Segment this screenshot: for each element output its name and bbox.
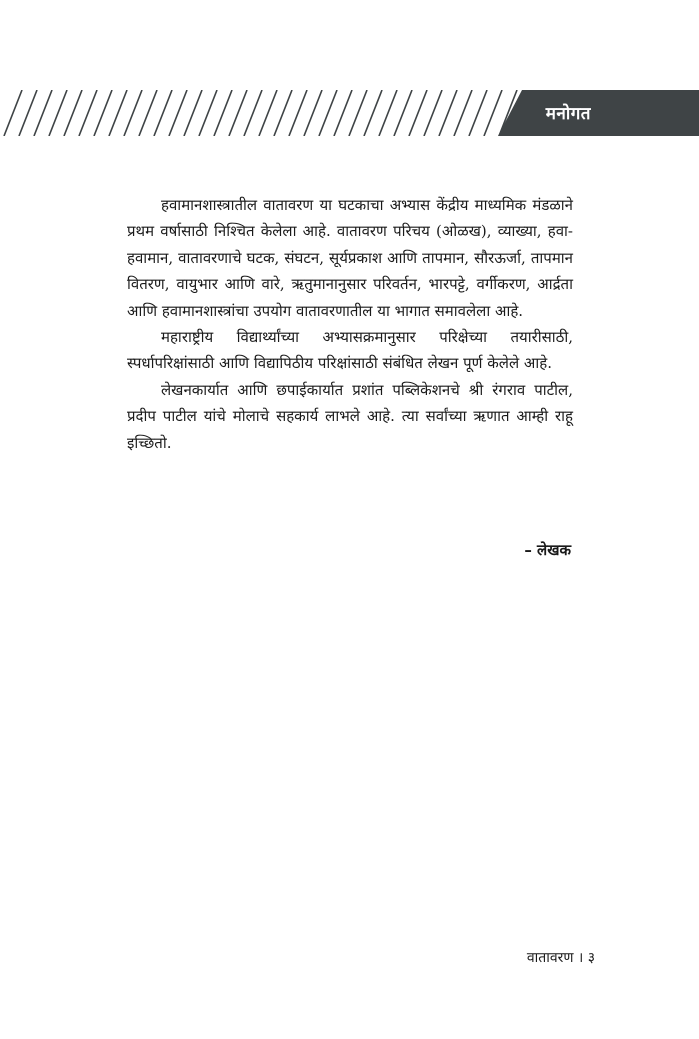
diagonal-stripes <box>4 90 517 136</box>
stripe-line <box>289 90 307 136</box>
stripe-line <box>79 90 97 136</box>
title-band-shape <box>498 90 699 136</box>
stripe-line <box>409 90 427 136</box>
stripe-line <box>154 90 172 136</box>
paragraph-3: लेखनकार्यात आणि छपाईकार्यात प्रशांत पब्लिकेशनचे श्री रंगराव पाटील, प्रदीप पाटील यांचे मोलाचे सहकार्य लाभले आहे. त्या सर्वांच्या ऋणात आम्ही राहू इच्छितो. <box>127 380 573 452</box>
stripe-line <box>454 90 472 136</box>
stripe-line <box>394 90 412 136</box>
stripe-line <box>244 90 262 136</box>
header-band-graphic <box>0 90 699 136</box>
stripe-line <box>64 90 82 136</box>
stripe-line <box>139 90 157 136</box>
paragraph-2: महाराष्ट्रीय विद्यार्थ्यांच्या अभ्यासक्रमानुसार परिक्षेच्या तयारीसाठी, स्पर्धापरिक्षांसाठी आणि विद्यापिठीय परिक्षांसाठी संबंधित लेखन पूर्ण केलेले आहे. <box>127 328 573 373</box>
stripe-line <box>214 90 232 136</box>
stripe-line <box>19 90 37 136</box>
stripe-line <box>169 90 187 136</box>
stripe-line <box>424 90 442 136</box>
stripe-line <box>319 90 337 136</box>
stripe-line <box>484 90 502 136</box>
stripe-line <box>439 90 457 136</box>
stripe-line <box>334 90 352 136</box>
stripe-line <box>229 90 247 136</box>
stripe-line <box>274 90 292 136</box>
stripe-line <box>124 90 142 136</box>
stripe-line <box>349 90 367 136</box>
preface-body <box>127 192 573 456</box>
stripe-line <box>4 90 22 136</box>
stripe-line <box>469 90 487 136</box>
author-signature: – लेखक <box>524 541 571 559</box>
stripe-line <box>199 90 217 136</box>
stripe-line <box>109 90 127 136</box>
stripe-line <box>49 90 67 136</box>
paragraph-1: हवामानशास्त्रातील वातावरण या घटकाचा अभ्यास केंद्रीय माध्यमिक मंडळाने प्रथम वर्षासाठी निश्चित केलेला आहे. वातावरण परिचय (ओळख), व्याख्या, हवा-हवामान, वातावरणाचे घटक, संघटन, सूर्यप्रकाश आणि तापमान, सौरऊर्जा, तापमान वितरण, वायुभार आणि वारे, ऋतुमानानुसार परिवर्तन, भारपट्टे, वर्गीकरण, आर्द्रता आणि हवामानशास्त्रांचा उपयोग वातावरणातील या भागात समावलेला आहे. <box>127 196 573 320</box>
stripe-line <box>364 90 382 136</box>
stripe-line <box>184 90 202 136</box>
header-band <box>0 90 699 136</box>
stripe-line <box>34 90 52 136</box>
stripe-line <box>304 90 322 136</box>
stripe-line <box>94 90 112 136</box>
stripe-line <box>379 90 397 136</box>
page-title: मनोगत <box>545 104 591 124</box>
page-footer: वातावरण । ३ <box>526 950 595 966</box>
stripe-line <box>259 90 277 136</box>
